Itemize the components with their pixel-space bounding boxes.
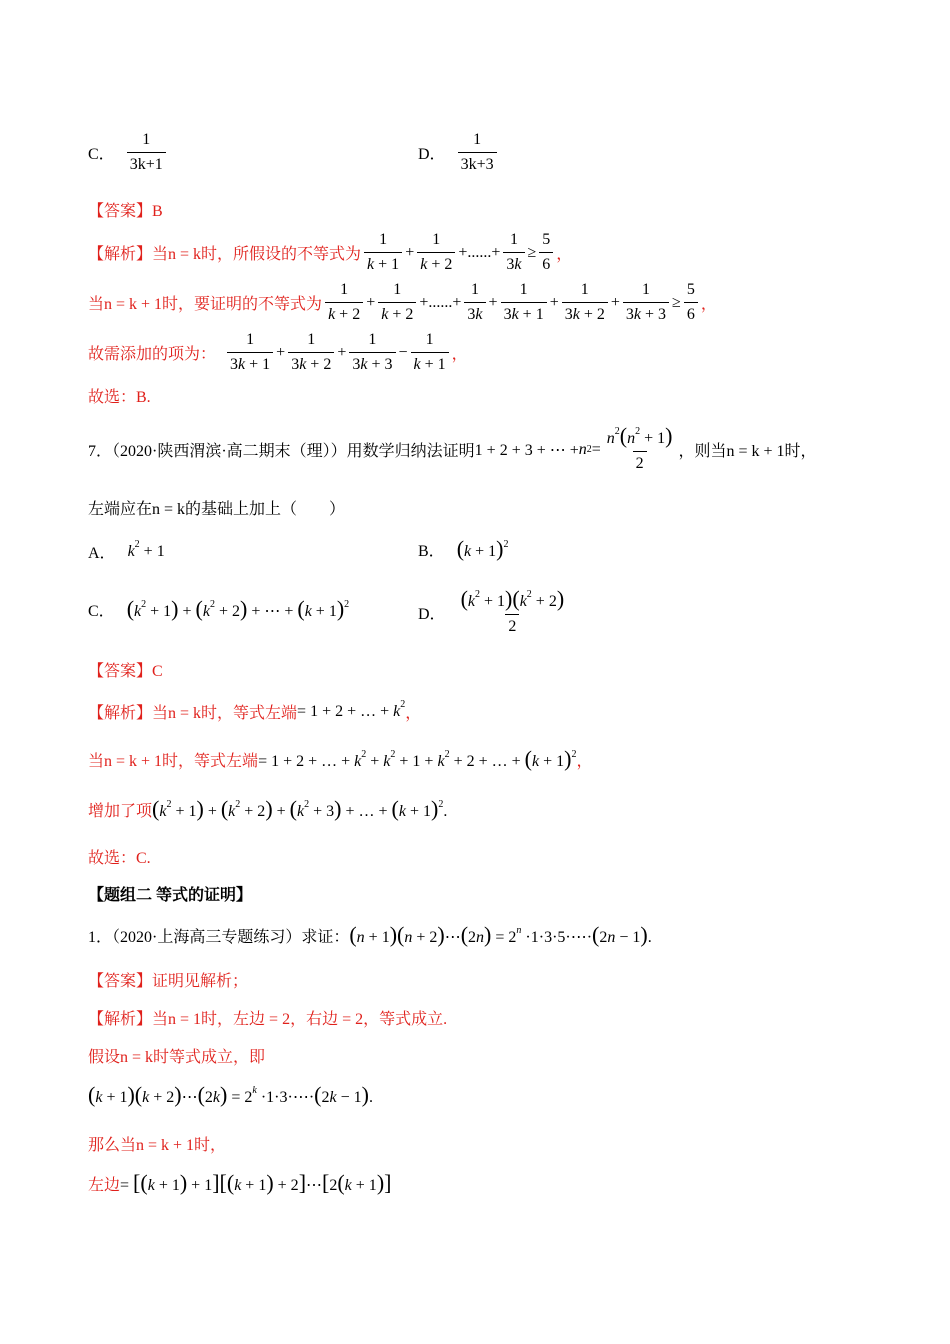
analysis-text: 当n = k时，等式左端 bbox=[152, 705, 298, 722]
analysis-label: 【解析】 bbox=[88, 246, 153, 263]
option-c-label: C． bbox=[88, 146, 115, 163]
analysis-text: 故需添加的项为： bbox=[88, 346, 217, 363]
q7-option-c bbox=[88, 598, 349, 621]
section-title: 【题组二 等式的证明】 bbox=[88, 887, 253, 904]
q7-answer: 【答案】C bbox=[88, 663, 163, 680]
hypothesis-formula: (k + 1)(k + 2)⋯(2k) = $2^k$ ·1·3·⋯·(2k − 1). bbox=[88, 1082, 373, 1107]
s2-analysis-line1 bbox=[88, 1006, 447, 1029]
s2-analysis-line3 bbox=[88, 1084, 373, 1107]
added-terms: $\frac{1}{3k + 1}$ + $\frac{1}{3k + 2}$ + $\frac{1}{3k + 3}$ − $\frac{1}{k + 1}$ bbox=[224, 330, 452, 375]
q7-analysis-line1: 【解析】 当n = k时，等式左端 = 1 + 2 + … + $k^2$ ， bbox=[88, 698, 422, 722]
q6-analysis-line3: 故需添加的项为： $\frac{1}{3k + 1}$ + $\frac{1}{3k + 2}$ + $\frac{1}{3k + 3}$ − $\frac{1}{k + 1}$ ， bbox=[88, 331, 468, 373]
s2-q1-stem bbox=[88, 924, 652, 947]
q7-option-a bbox=[88, 540, 165, 563]
option-d-q6 bbox=[418, 130, 500, 175]
analysis-label: 【解析】 bbox=[88, 705, 153, 722]
lhs-expansion: = [(k + 1) + 1][(k + 1) + 2]⋯[2(k + 1)] bbox=[120, 1170, 392, 1195]
s2-q1-stem-text: 1．（2020·上海高三专题练习）求证： bbox=[88, 929, 350, 946]
option-c-fraction: $\frac{1}{3k+1}$ bbox=[127, 130, 166, 175]
s2-analysis-line4: 那么当n = k + 1时， bbox=[88, 1137, 227, 1154]
option-c-q6 bbox=[88, 130, 169, 175]
inequality-k1: $\frac{1}{k + 2}$ + $\frac{1}{k + 2}$ +......+ $\frac{1}{3k}$ + $\frac{1}{3k + 1}$ + $\frac{1}{3k + 2}$ + $\frac{1}{3k + 3}$ ≥ $\frac{5}{6}$ bbox=[322, 280, 701, 325]
inequality-k: $\frac{1}{k + 1}$ + $\frac{1}{k + 2}$ +......+ $\frac{1}{3k}$ ≥ $\frac{5}{6}$ bbox=[361, 230, 556, 275]
option-a-formula: $k^2 + 1$ bbox=[127, 538, 165, 560]
option-d-label: D． bbox=[418, 146, 446, 163]
q7-conclusion: 故选：C. bbox=[88, 850, 151, 867]
s2-answer: 【答案】证明见解析； bbox=[88, 973, 249, 990]
option-b-formula: $(k + 1)^2$ bbox=[456, 536, 509, 561]
analysis-text: 当n = 1时，左边 = 2，右边 = 2，等式成立. bbox=[152, 1011, 448, 1028]
q6-analysis-line2: 当n = k + 1时，要证明的不等式为 $\frac{1}{k + 2}$ + $\frac{1}{k + 2}$ +......+ $\frac{1}{3k}$ + $\frac{1}{3k + 1}$ + $\frac{1}{3k + 2}$ + $\frac{1}{3k + 3}$ ≥ $\frac{5}{6}$ ， bbox=[88, 281, 717, 323]
analysis-text: 当n = k时，所假设的不等式为 bbox=[152, 246, 362, 263]
q7-formula: 1 + 2 + 3 + ⋯ + n 2 = $\frac{n^2(n^2 + 1)}{2}$ bbox=[474, 423, 673, 472]
q7-stem-prefix: 7．（2020·陕西渭滨·高二期末（理））用数学归纳法证明 bbox=[88, 443, 475, 460]
q6-conclusion: 故选：B. bbox=[88, 389, 151, 406]
q6-answer: 【答案】B bbox=[88, 203, 163, 220]
analysis-text: 左边 bbox=[88, 1177, 121, 1194]
lhs-k: = 1 + 2 + … + $k^2$ bbox=[297, 698, 406, 720]
analysis-text: 当n = k + 1时，等式左端 bbox=[88, 753, 259, 770]
q7-stem-line2: 左端应在n = k的基础上加上（ ） bbox=[88, 501, 346, 518]
q6-analysis-line1: 【解析】 当n = k时，所假设的不等式为 $\frac{1}{k + 1}$ + $\frac{1}{k + 2}$ +......+ $\frac{1}{3k}$ ≥ $\frac{5}{6}$ ， bbox=[88, 231, 573, 273]
analysis-label: 【解析】 bbox=[88, 1011, 153, 1028]
q7-analysis-line3 bbox=[88, 798, 447, 821]
added-terms-q7: $(k^2 + 1) + (k^2 + 2) + (k^2 + 3)$ + … + $(k + 1)^2$. bbox=[152, 796, 448, 821]
option-d-formula: $\frac{(k^2 + 1)(k^2 + 2)}{2}$ bbox=[460, 586, 565, 635]
option-c-formula: $(k^2 + 1) + (k^2 + 2)$ + ⋯ + $(k + 1)^2$ bbox=[126, 596, 350, 621]
lhs-k1: = 1 + 2 + … + $k^2 + k^2 + 1 + k^2 + 2$ + … + $(k + 1)^2$ bbox=[258, 746, 577, 771]
q7-stem bbox=[88, 425, 817, 474]
option-d-label: D． bbox=[418, 606, 446, 623]
option-d-fraction: $\frac{1}{3k+3}$ bbox=[458, 130, 497, 175]
q7-option-b bbox=[418, 538, 508, 561]
option-a-label: A． bbox=[88, 545, 116, 562]
s2-analysis-line5 bbox=[88, 1172, 391, 1195]
analysis-text: 当n = k + 1时，要证明的不等式为 bbox=[88, 296, 323, 313]
option-b-label: B． bbox=[418, 543, 445, 560]
option-c-label: C． bbox=[88, 603, 115, 620]
analysis-text: 增加了项 bbox=[88, 803, 153, 820]
s2-analysis-line2: 假设n = k时等式成立，即 bbox=[88, 1049, 266, 1066]
q7-option-d bbox=[418, 588, 570, 637]
s2-q1-formula: (n + 1)(n + 2)⋯(2n) = $2^n$ ·1·3·5·⋯·(2n − 1). bbox=[349, 922, 652, 947]
q7-stem-suffix: ，则当n = k + 1时， bbox=[678, 443, 817, 460]
q7-analysis-line2: 当n = k + 1时，等式左端 = 1 + 2 + … + $k^2 + k^2 + 1 + k^2 + 2$ + … + $(k + 1)^2$ ， bbox=[88, 746, 593, 771]
